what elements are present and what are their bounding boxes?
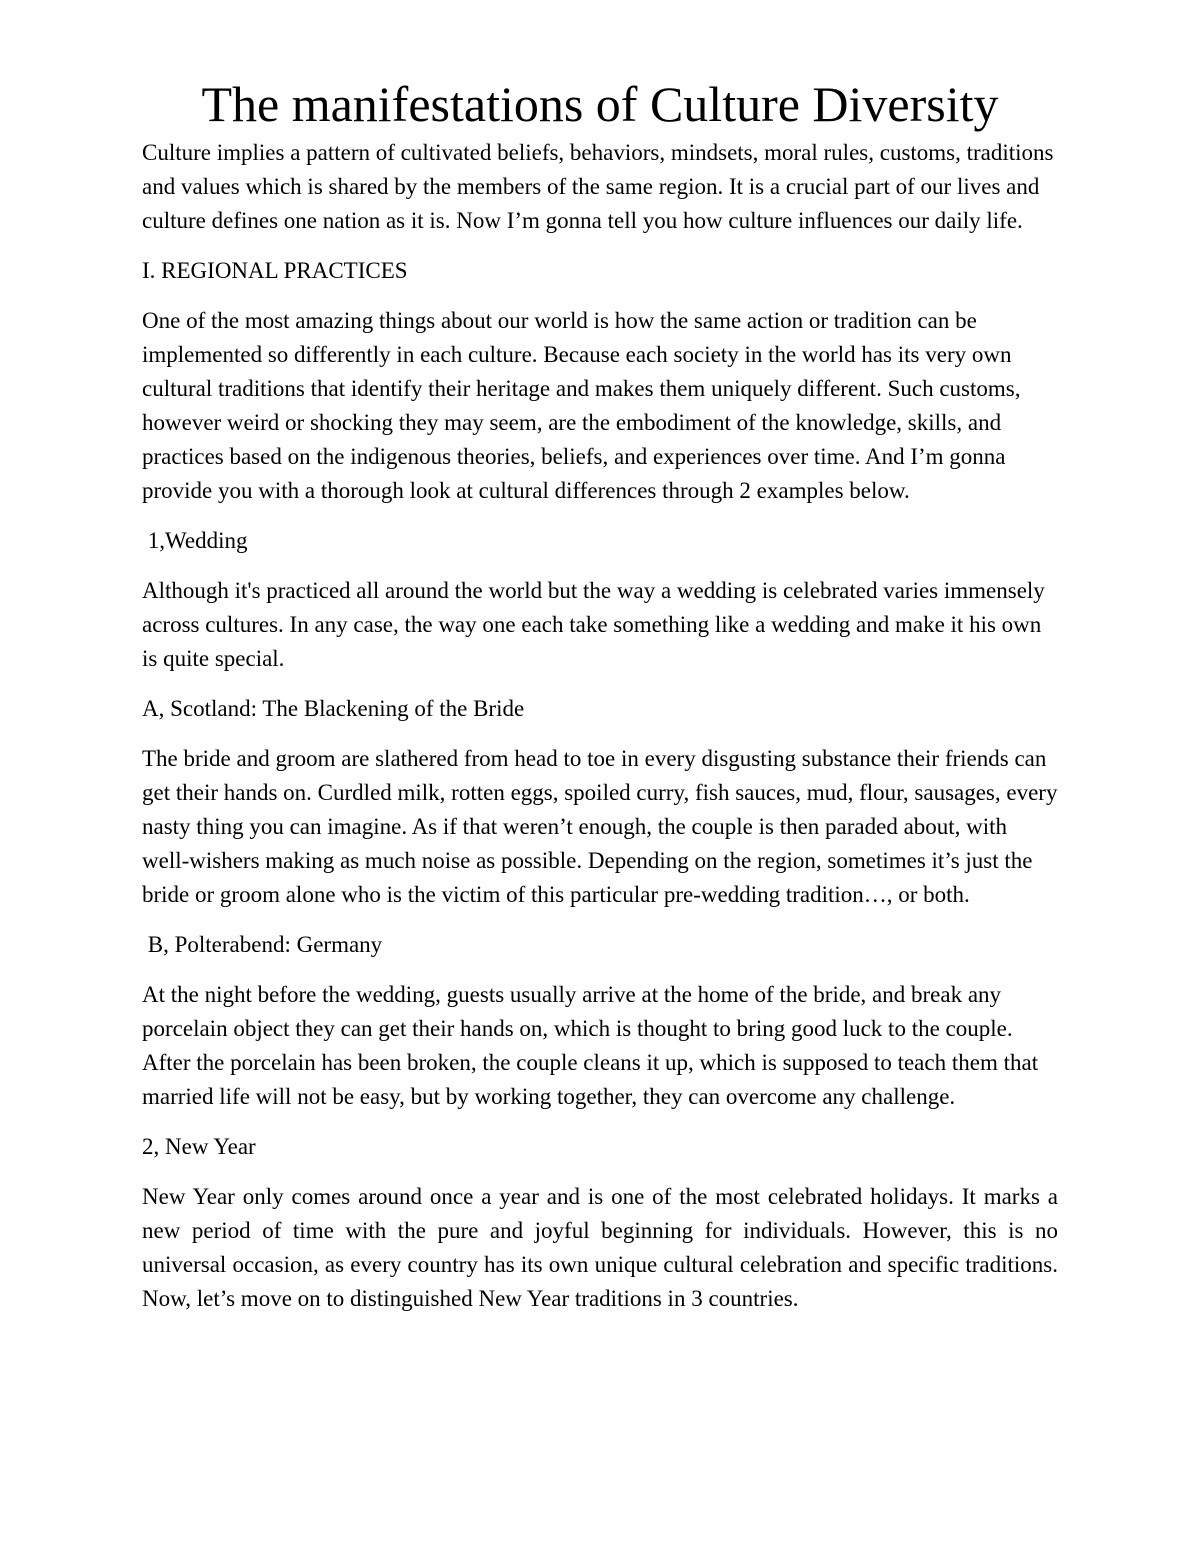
document-title: The manifestations of Culture Diversity bbox=[201, 76, 999, 132]
wedding-paragraph: Although it's practiced all around the world but the way a wedding is celebrated varies immensely across cultures. In any case, the way one each take something like a wedding and make it his own is quite special. bbox=[142, 578, 1045, 671]
intro-paragraph: Culture implies a pattern of cultivated beliefs, behaviors, mindsets, moral rules, customs, traditions and values which is shared by the members of the same region. It is a crucial part of our lives and culture defines one nation as it is. Now I’m gonna tell you how culture influences our daily life. bbox=[142, 140, 1054, 233]
subheading-scotland: A, Scotland: The Blackening of the Bride bbox=[142, 696, 525, 721]
subheading-germany: B, Polterabend: Germany bbox=[142, 932, 383, 957]
document-body bbox=[142, 136, 1058, 1332]
germany-paragraph: At the night before the wedding, guests usually arrive at the home of the bride, and break any porcelain object they can get their hands on, which is thought to bring good luck to the couple. After the porcelain has been broken, the couple cleans it up, which is supposed to teach them that married life will not be easy, but by working together, they can overcome any challenge. bbox=[142, 982, 1039, 1109]
regional-practices-paragraph: One of the most amazing things about our world is how the same action or tradition can be implemented so differently in each culture. Because each society in the world has its very own cultural traditions that identify their heritage and makes them uniquely different. Such customs, however weird or shocking they may seem, are the embodiment of the knowledge, skills, and practices based on the indigenous theories, beliefs, and experiences over time. And I’m gonna provide you with a thorough look at cultural differences through 2 examples below. bbox=[142, 308, 1021, 503]
subheading-new-year: 2, New Year bbox=[142, 1134, 256, 1159]
subheading-wedding: 1,Wedding bbox=[142, 528, 248, 553]
new-year-paragraph: New Year only comes around once a year and is one of the most celebrated holidays. It marks a new period of time with the pure and joyful beginning for individuals. However, this is no universal occasion, as every country has its own unique cultural celebration and specific traditions. Now, let’s move on to distinguished New Year traditions in 3 countries. bbox=[142, 1184, 1058, 1311]
scotland-paragraph: The bride and groom are slathered from head to toe in every disgusting substance their friends can get their hands on. Curdled milk, rotten eggs, spoiled curry, fish sauces, mud, flour, sausages, every nasty thing you can imagine. As if that weren’t enough, the couple is then paraded about, with well-wishers making as much noise as possible. Depending on the region, sometimes it’s just the bride or groom alone who is the victim of this particular pre-wedding tradition…, or both. bbox=[142, 746, 1058, 907]
section-heading-regional-practices: I. REGIONAL PRACTICES bbox=[142, 258, 408, 283]
